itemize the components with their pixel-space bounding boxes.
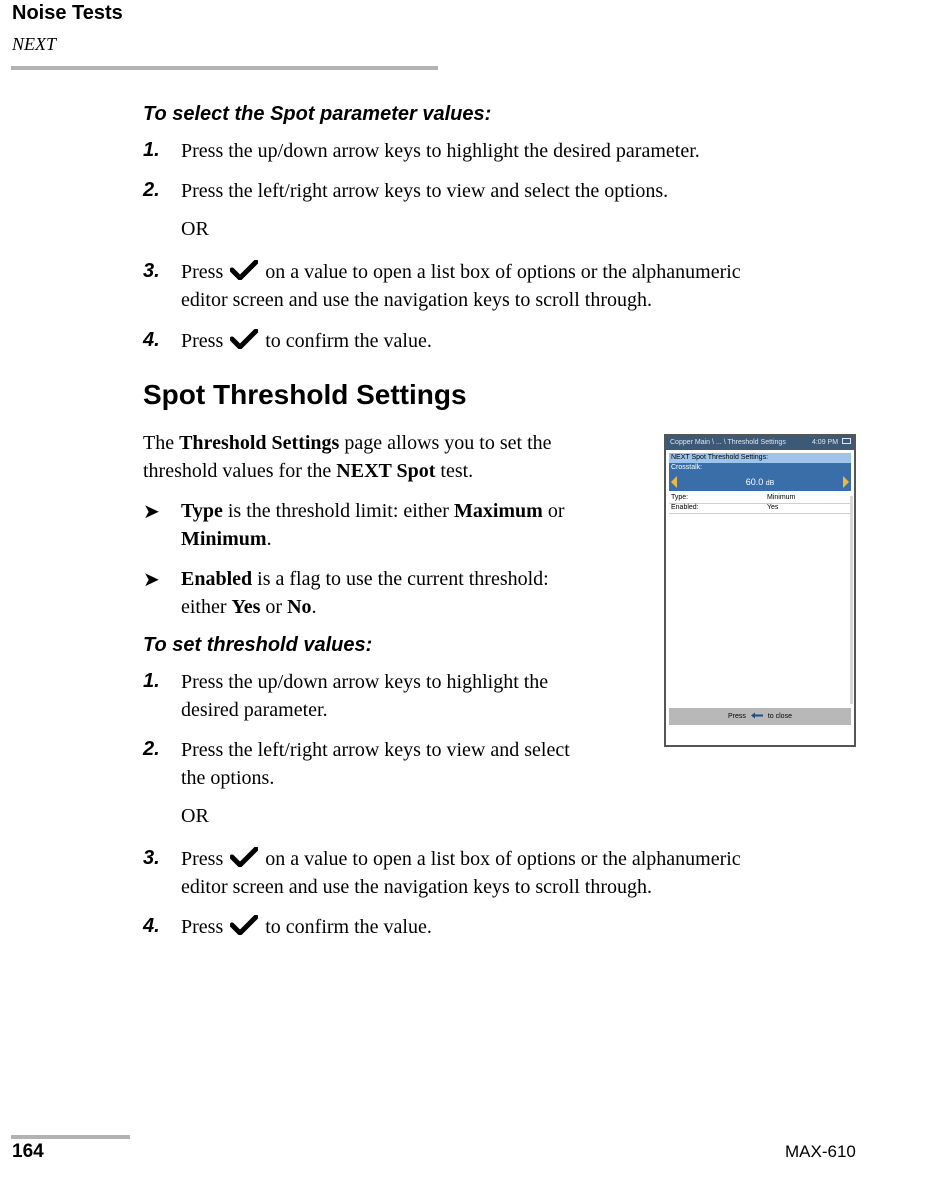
procedure-title-threshold: To set threshold values:: [143, 634, 373, 656]
step-text: Press the left/right arrow keys to view and select the options.: [181, 180, 669, 202]
device-status: [812, 436, 851, 450]
footer-rule: [11, 1135, 130, 1139]
crosstalk-value: 60.0: [745, 477, 764, 487]
step-number: 2.: [143, 179, 160, 201]
step-text: Press to confirm the value.: [181, 916, 432, 938]
step-text: Press the up/down arrow keys to highlight the desired parameter.: [181, 140, 700, 162]
chapter-subtitle: NEXT: [12, 34, 57, 54]
section-title: Spot Threshold Settings: [143, 379, 467, 410]
device-scrollbar[interactable]: [850, 496, 853, 704]
arrow-left-icon[interactable]: [671, 476, 677, 488]
device-title-bar: [666, 436, 854, 450]
checkmark-icon: [230, 847, 258, 867]
bullet-enabled: Enabled is a flag to use the current threshold: either Yes or No.: [181, 568, 549, 618]
step-text: Press the up/down arrow keys to highlight the desired parameter.: [181, 671, 549, 721]
chapter-title: Noise Tests: [12, 2, 123, 24]
or-separator: OR: [181, 218, 209, 240]
checkmark-icon: [230, 260, 258, 280]
setting-key: Type:: [671, 494, 689, 501]
crosstalk-unit: dB: [765, 480, 775, 487]
checkmark-icon: [230, 329, 258, 349]
step-number: 3.: [143, 847, 160, 869]
bullet-arrow-icon: ➤: [143, 569, 160, 591]
step-number: 3.: [143, 260, 160, 282]
step-number: 1.: [143, 139, 160, 161]
setting-row-enabled[interactable]: [669, 503, 851, 514]
back-arrow-icon: [750, 712, 764, 719]
crosstalk-value-selector[interactable]: [669, 473, 851, 491]
setting-value: Minimum: [767, 494, 796, 501]
header-rule: [11, 66, 438, 70]
step-text: Press the left/right arrow keys to view and select the options.: [181, 739, 570, 789]
device-footer: Press to close: [669, 708, 851, 725]
page-number: 164: [12, 1141, 44, 1162]
device-heading: NEXT Spot Threshold Settings:: [669, 453, 851, 463]
arrow-right-icon[interactable]: [843, 476, 849, 488]
step-number: 1.: [143, 670, 160, 692]
step-text: Press to confirm the value.: [181, 330, 432, 352]
step-number: 4.: [143, 329, 160, 351]
crosstalk-label: Crosstalk:: [669, 463, 851, 473]
step-number: 4.: [143, 915, 160, 937]
or-separator: OR: [181, 805, 209, 827]
section-intro: The Threshold Settings page allows you to set the threshold values for the NEXT Spot test.: [143, 432, 552, 482]
device-clock: 4:09 PM: [811, 439, 839, 446]
bullet-arrow-icon: ➤: [143, 501, 160, 523]
battery-icon: [842, 438, 851, 444]
step-number: 2.: [143, 738, 160, 760]
setting-value: Yes: [767, 504, 779, 511]
device-breadcrumb: Copper Main \ ... \ Threshold Settings: [670, 439, 786, 446]
procedure-title-spot: To select the Spot parameter values:: [143, 103, 492, 125]
setting-key: Enabled:: [671, 504, 699, 511]
bullet-type: Type is the threshold limit: either Maximum or Minimum.: [181, 500, 565, 550]
product-name: MAX-610: [785, 1142, 856, 1161]
step-text: Press on a value to open a list box of options or the alphanumeric editor screen and use the navigation keys to scroll through.: [181, 848, 741, 898]
checkmark-icon: [230, 915, 258, 935]
step-text: Press on a value to open a list box of options or the alphanumeric editor screen and use the navigation keys to scroll through.: [181, 261, 741, 311]
device-screenshot: [664, 434, 856, 747]
